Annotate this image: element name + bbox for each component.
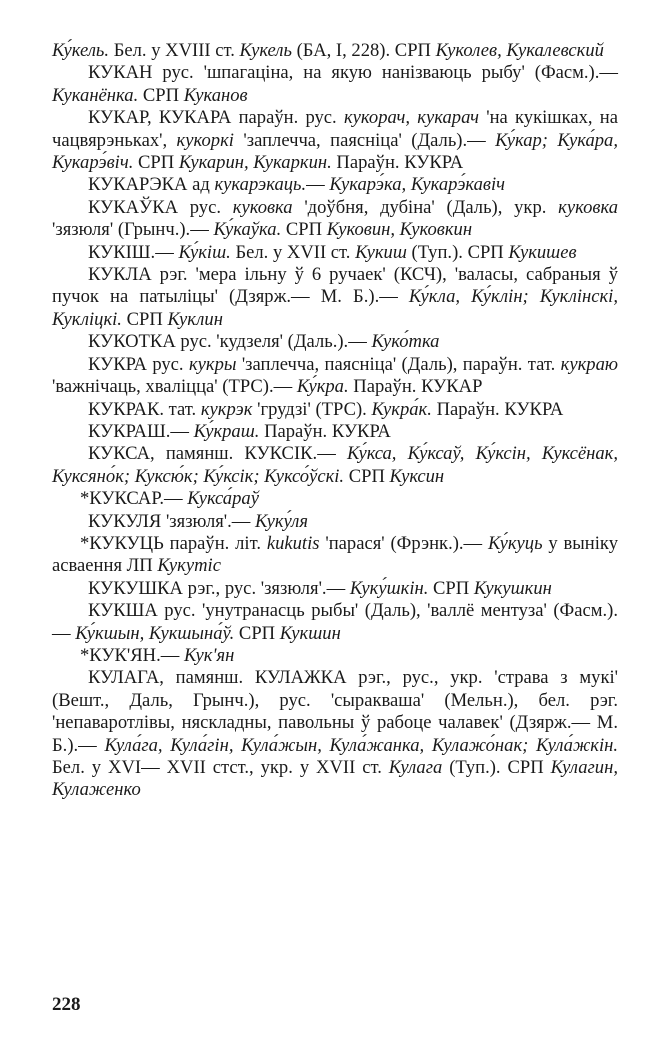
entry-text: Бел. у XVII ст.: [230, 241, 356, 263]
italic-text: куковка: [232, 196, 293, 218]
italic-text: Кукель: [239, 40, 292, 61]
dictionary-entry: [52, 600, 618, 645]
italic-text: Ку́кра.: [296, 376, 349, 398]
italic-text: Куканёнка.: [52, 84, 139, 106]
italic-text: кукры: [188, 353, 237, 375]
dictionary-entry: [52, 107, 618, 174]
italic-text: Ку́кар; Кука́ра, Кукарэ́віч.: [52, 129, 618, 174]
dictionary-entry: [52, 197, 618, 242]
italic-text: кукоркі: [176, 129, 234, 151]
entry-text: СРП: [234, 622, 280, 644]
italic-text: Куксин: [389, 465, 445, 487]
entry-text: КУКІШ.—: [88, 241, 179, 263]
dictionary-entry: [52, 174, 618, 196]
entry-text: КУКША рус. 'унутранасць рыбы' (Даль), 'валлё ментуза' (Фасм.).—: [52, 600, 618, 644]
entry-text: СРП: [281, 219, 327, 241]
entry-text: (БА, I, 228). СРП: [291, 40, 436, 61]
italic-text: Кулага: [388, 757, 443, 778]
entry-text: 'доўбня, дубіна' (Даль), укр.: [292, 196, 559, 218]
dictionary-entry: [52, 578, 618, 600]
entry-text: у выніку асваення ЛП: [52, 532, 618, 577]
entry-text: КУКУШКА рэг., рус. 'зязюля'.—: [88, 577, 350, 599]
entry-text: Бел. у XVI— XVII стст., укр. у XVII ст.: [52, 757, 389, 778]
italic-text: Кукарэ́ка, Кукарэ́кавіч: [329, 174, 506, 196]
italic-text: Ку́куць: [488, 532, 543, 554]
dictionary-entry: [52, 399, 618, 421]
italic-text: кукорач, кукарач: [343, 107, 479, 129]
entry-text: *КУКСАР.—: [80, 488, 188, 510]
entry-text: 'грудзі' (ТРС).: [252, 398, 372, 420]
italic-text: Кукиш: [355, 241, 407, 263]
italic-text: кукраю: [560, 353, 618, 375]
italic-text: Куколев, Кукалевский: [435, 40, 604, 61]
italic-text: Кула́га, Кула́гін, Кула́жын, Кула́жанка, Кулажо́нак; Кула́жкін.: [104, 734, 618, 756]
italic-text: Кукишев: [508, 241, 577, 263]
italic-text: Куканов: [183, 84, 248, 106]
entry-text: СРП: [428, 577, 474, 599]
entry-text: СРП: [133, 152, 179, 174]
entry-text: Параўн. КУКАР: [348, 376, 483, 398]
entry-text: КУКОТКА рус. 'кудзеля' (Даль.).—: [88, 331, 372, 353]
entry-text: *КУК'ЯН.—: [80, 644, 184, 666]
dictionary-entry: [52, 331, 618, 353]
entry-text: КУКАН рус. 'шпагаціна, на якую нанізваюць рыбу' (Фасм.).—: [88, 62, 618, 84]
entry-text: 'зязюля' (Грынч.).—: [52, 219, 214, 241]
italic-text: Ку́кшын, Кукшына́ў.: [75, 622, 235, 644]
italic-text: Ку́кіш.: [178, 241, 231, 263]
dictionary-entry: [52, 264, 618, 331]
entry-text: КУКРАК. тат.: [88, 398, 201, 420]
entry-text: Бел. у XVIII ст.: [109, 40, 240, 61]
italic-text: Куку́ля: [255, 510, 309, 532]
italic-text: Кук'ян: [183, 644, 235, 666]
italic-text: Ку́каўка.: [213, 219, 282, 241]
dictionary-entry: [52, 533, 618, 578]
dictionary-entry: [52, 667, 618, 801]
dictionary-page: [52, 40, 618, 802]
dictionary-entry: [52, 40, 618, 62]
italic-text: Кукра́к.: [371, 398, 432, 420]
entry-text: 'заплечча, паясніца' (Даль).—: [233, 129, 496, 151]
italic-text: Ку́кель.: [52, 40, 110, 61]
entry-text: СРП: [138, 84, 184, 106]
dictionary-entry: [52, 645, 618, 667]
entry-text: КУКРАШ.—: [88, 420, 194, 442]
italic-text: Кукушкин: [473, 577, 552, 599]
italic-text: Кукшин: [279, 622, 341, 644]
italic-text: Куковин, Куковкин: [326, 219, 473, 241]
entry-text: КУЛАГА, памянш. КУЛАЖКА рэг., рус., укр. 'страва з мукі' (Вешт., Даль, Грынч.), рус. 'сыракваша' (Мельн.), бел. рэг. 'непаваротлівы, няскладны, павольны ў рабоце чалавек' (Дзярж.— М. Б.).—: [52, 667, 618, 756]
italic-text: Куко́тка: [371, 331, 440, 353]
entry-text: 'заплечча, паясніца' (Даль), параўн. тат.: [236, 353, 561, 375]
dictionary-entry: [52, 421, 618, 443]
entry-text: (Туп.). СРП: [442, 757, 551, 778]
italic-text: Ку́краш.: [193, 420, 260, 442]
italic-text: Кукутіс: [157, 555, 221, 577]
entry-text: КУКАР, КУКАРА параўн. рус.: [88, 107, 344, 129]
entry-text: Параўн. КУКРА: [259, 420, 391, 442]
italic-text: Ку́кла, Ку́клін; Куклінскі, Кукліцкі.: [52, 286, 618, 330]
entry-text: КУКАЎКА рус.: [88, 196, 233, 218]
dictionary-entry: [52, 488, 618, 510]
italic-text: Кулагин, Кулаженко: [52, 757, 618, 801]
dictionary-entry: [52, 354, 618, 399]
entry-text: КУКЛА рэг. 'мера ільну ў 6 ручаек' (КСЧ), 'валасы, сабраныя ў пучок на патыліцы' (Дзярж.— М. Б.).—: [52, 264, 618, 308]
dictionary-entry: [52, 242, 618, 264]
italic-text: Куку́шкін.: [349, 577, 429, 599]
entry-text: 'на кукішках, на чацвярэньках',: [52, 107, 619, 151]
entry-text: КУКСА, памянш. КУКСІК.—: [88, 443, 347, 465]
italic-text: кукарэкаць.: [214, 174, 307, 196]
italic-text: kukutis: [266, 532, 320, 554]
italic-text: Кукарин, Кукаркин.: [178, 152, 332, 174]
italic-text: Куклин: [167, 308, 223, 330]
entry-text: КУКУЛЯ 'зязюля'.—: [88, 510, 256, 532]
dictionary-entry: [52, 443, 618, 488]
entry-text: 'парася' (Фрэнк.).—: [319, 532, 489, 554]
dictionary-entry: [52, 511, 618, 533]
entry-text: —: [306, 174, 330, 196]
entry-text: СРП: [121, 308, 168, 330]
entry-text: 'важнічаць, хваліцца' (ТРС).—: [52, 376, 297, 398]
italic-text: кукрэк: [200, 398, 253, 420]
italic-text: куковка: [558, 196, 618, 218]
dictionary-entry: [52, 62, 618, 107]
italic-text: Кукса́раў: [187, 488, 259, 510]
entry-text: СРП: [344, 465, 390, 487]
entry-text: (Туп.). СРП: [406, 241, 509, 263]
entry-text: КУКАРЭКА ад: [88, 174, 215, 196]
entry-text: Параўн. КУКРА: [331, 152, 464, 174]
page-number: 228: [52, 994, 81, 1015]
italic-text: Ку́кса, Ку́ксаў, Ку́ксін, Куксёнак, Куксяно́к; Куксю́к; Ку́ксік; Куксо́ўскі.: [52, 443, 618, 487]
entry-text: КУКРА рус.: [88, 353, 189, 375]
entry-text: *КУКУЦЬ параўн. літ.: [80, 532, 267, 554]
entry-text: Параўн. КУКРА: [431, 398, 564, 420]
